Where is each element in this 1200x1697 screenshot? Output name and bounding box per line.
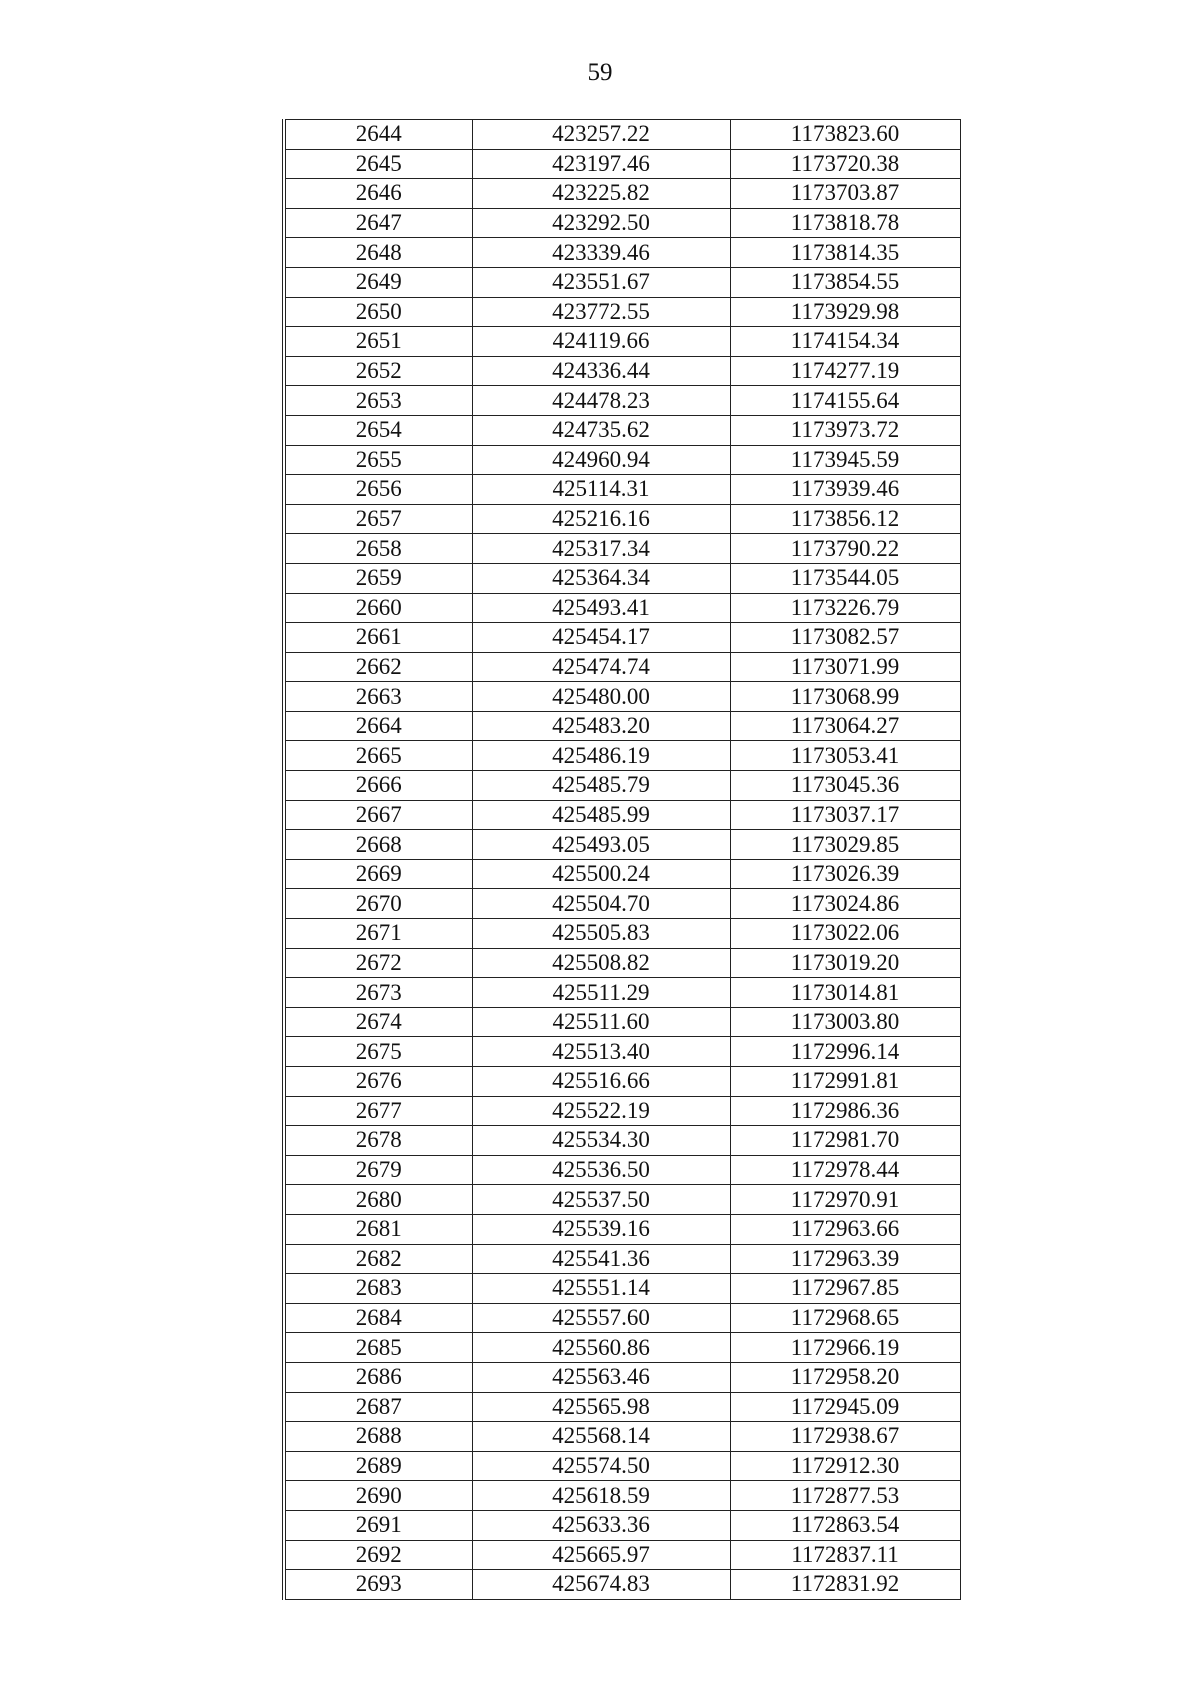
point-number-cell: 2655 bbox=[284, 445, 472, 475]
y-coordinate-cell: 1172981.70 bbox=[730, 1126, 960, 1156]
point-number-cell: 2670 bbox=[284, 889, 472, 919]
x-coordinate-cell: 424478.23 bbox=[472, 386, 730, 416]
point-number-cell: 2689 bbox=[284, 1451, 472, 1481]
y-coordinate-cell: 1173823.60 bbox=[730, 120, 960, 150]
y-coordinate-cell: 1172967.85 bbox=[730, 1274, 960, 1304]
table-row bbox=[284, 1481, 960, 1511]
point-number-cell: 2668 bbox=[284, 830, 472, 860]
y-coordinate-cell: 1173064.27 bbox=[730, 711, 960, 741]
point-number-cell: 2658 bbox=[284, 534, 472, 564]
x-coordinate-cell: 425536.50 bbox=[472, 1155, 730, 1185]
table-row bbox=[284, 1244, 960, 1274]
y-coordinate-cell: 1172986.36 bbox=[730, 1096, 960, 1126]
table-row bbox=[284, 652, 960, 682]
point-number-cell: 2677 bbox=[284, 1096, 472, 1126]
point-number-cell: 2688 bbox=[284, 1422, 472, 1452]
y-coordinate-cell: 1173856.12 bbox=[730, 504, 960, 534]
y-coordinate-cell: 1173053.41 bbox=[730, 741, 960, 771]
table-row bbox=[284, 534, 960, 564]
x-coordinate-cell: 425485.79 bbox=[472, 771, 730, 801]
y-coordinate-cell: 1172968.65 bbox=[730, 1303, 960, 1333]
x-coordinate-cell: 425537.50 bbox=[472, 1185, 730, 1215]
x-coordinate-cell: 424960.94 bbox=[472, 445, 730, 475]
x-coordinate-cell: 425454.17 bbox=[472, 623, 730, 653]
point-number-cell: 2686 bbox=[284, 1362, 472, 1392]
y-coordinate-cell: 1172963.39 bbox=[730, 1244, 960, 1274]
y-coordinate-cell: 1172831.92 bbox=[730, 1570, 960, 1600]
y-coordinate-cell: 1174154.34 bbox=[730, 327, 960, 357]
y-coordinate-cell: 1173818.78 bbox=[730, 208, 960, 238]
y-coordinate-cell: 1173703.87 bbox=[730, 179, 960, 209]
point-number-cell: 2661 bbox=[284, 623, 472, 653]
point-number-cell: 2673 bbox=[284, 978, 472, 1008]
point-number-cell: 2644 bbox=[284, 120, 472, 150]
y-coordinate-cell: 1172912.30 bbox=[730, 1451, 960, 1481]
point-number-cell: 2676 bbox=[284, 1067, 472, 1097]
y-coordinate-cell: 1172863.54 bbox=[730, 1510, 960, 1540]
x-coordinate-cell: 425511.29 bbox=[472, 978, 730, 1008]
y-coordinate-cell: 1173854.55 bbox=[730, 267, 960, 297]
x-coordinate-cell: 425216.16 bbox=[472, 504, 730, 534]
point-number-cell: 2682 bbox=[284, 1244, 472, 1274]
x-coordinate-cell: 425539.16 bbox=[472, 1214, 730, 1244]
x-coordinate-cell: 425534.30 bbox=[472, 1126, 730, 1156]
x-coordinate-cell: 425508.82 bbox=[472, 948, 730, 978]
point-number-cell: 2678 bbox=[284, 1126, 472, 1156]
point-number-cell: 2660 bbox=[284, 593, 472, 623]
y-coordinate-cell: 1173939.46 bbox=[730, 475, 960, 505]
x-coordinate-cell: 425486.19 bbox=[472, 741, 730, 771]
table-row bbox=[284, 1185, 960, 1215]
table-row bbox=[284, 978, 960, 1008]
table-row bbox=[284, 1155, 960, 1185]
x-coordinate-cell: 425513.40 bbox=[472, 1037, 730, 1067]
table-row bbox=[284, 593, 960, 623]
table-row bbox=[284, 859, 960, 889]
table-row bbox=[284, 800, 960, 830]
y-coordinate-cell: 1172966.19 bbox=[730, 1333, 960, 1363]
x-coordinate-cell: 425505.83 bbox=[472, 919, 730, 949]
y-coordinate-cell: 1173026.39 bbox=[730, 859, 960, 889]
point-number-cell: 2657 bbox=[284, 504, 472, 534]
table-row bbox=[284, 830, 960, 860]
coordinates-table bbox=[282, 119, 961, 1600]
point-number-cell: 2652 bbox=[284, 356, 472, 386]
coordinates-table-body bbox=[284, 120, 960, 1600]
point-number-cell: 2667 bbox=[284, 800, 472, 830]
point-number-cell: 2692 bbox=[284, 1540, 472, 1570]
x-coordinate-cell: 423225.82 bbox=[472, 179, 730, 209]
x-coordinate-cell: 425565.98 bbox=[472, 1392, 730, 1422]
x-coordinate-cell: 425618.59 bbox=[472, 1481, 730, 1511]
table-row bbox=[284, 297, 960, 327]
table-row bbox=[284, 711, 960, 741]
table-row bbox=[284, 948, 960, 978]
table-row bbox=[284, 1126, 960, 1156]
y-coordinate-cell: 1172991.81 bbox=[730, 1067, 960, 1097]
y-coordinate-cell: 1173973.72 bbox=[730, 415, 960, 445]
point-number-cell: 2671 bbox=[284, 919, 472, 949]
table-row bbox=[284, 327, 960, 357]
x-coordinate-cell: 423772.55 bbox=[472, 297, 730, 327]
y-coordinate-cell: 1172958.20 bbox=[730, 1362, 960, 1392]
table-row bbox=[284, 1096, 960, 1126]
y-coordinate-cell: 1173945.59 bbox=[730, 445, 960, 475]
x-coordinate-cell: 425500.24 bbox=[472, 859, 730, 889]
table-row bbox=[284, 356, 960, 386]
x-coordinate-cell: 423197.46 bbox=[472, 149, 730, 179]
table-row bbox=[284, 1422, 960, 1452]
table-row bbox=[284, 504, 960, 534]
y-coordinate-cell: 1173045.36 bbox=[730, 771, 960, 801]
point-number-cell: 2691 bbox=[284, 1510, 472, 1540]
y-coordinate-cell: 1172837.11 bbox=[730, 1540, 960, 1570]
x-coordinate-cell: 425483.20 bbox=[472, 711, 730, 741]
table-row bbox=[284, 1392, 960, 1422]
table-row bbox=[284, 563, 960, 593]
x-coordinate-cell: 425551.14 bbox=[472, 1274, 730, 1304]
table-row bbox=[284, 889, 960, 919]
point-number-cell: 2654 bbox=[284, 415, 472, 445]
y-coordinate-cell: 1173544.05 bbox=[730, 563, 960, 593]
y-coordinate-cell: 1172970.91 bbox=[730, 1185, 960, 1215]
point-number-cell: 2672 bbox=[284, 948, 472, 978]
x-coordinate-cell: 424735.62 bbox=[472, 415, 730, 445]
x-coordinate-cell: 425674.83 bbox=[472, 1570, 730, 1600]
x-coordinate-cell: 425493.05 bbox=[472, 830, 730, 860]
point-number-cell: 2651 bbox=[284, 327, 472, 357]
y-coordinate-cell: 1172877.53 bbox=[730, 1481, 960, 1511]
y-coordinate-cell: 1172996.14 bbox=[730, 1037, 960, 1067]
y-coordinate-cell: 1173071.99 bbox=[730, 652, 960, 682]
table-row bbox=[284, 445, 960, 475]
table-row bbox=[284, 1007, 960, 1037]
point-number-cell: 2649 bbox=[284, 267, 472, 297]
x-coordinate-cell: 425522.19 bbox=[472, 1096, 730, 1126]
x-coordinate-cell: 425633.36 bbox=[472, 1510, 730, 1540]
x-coordinate-cell: 425541.36 bbox=[472, 1244, 730, 1274]
table-row bbox=[284, 149, 960, 179]
x-coordinate-cell: 423257.22 bbox=[472, 120, 730, 150]
x-coordinate-cell: 425568.14 bbox=[472, 1422, 730, 1452]
table-row bbox=[284, 623, 960, 653]
y-coordinate-cell: 1173790.22 bbox=[730, 534, 960, 564]
point-number-cell: 2647 bbox=[284, 208, 472, 238]
point-number-cell: 2645 bbox=[284, 149, 472, 179]
table-row bbox=[284, 475, 960, 505]
point-number-cell: 2653 bbox=[284, 386, 472, 416]
point-number-cell: 2648 bbox=[284, 238, 472, 268]
point-number-cell: 2679 bbox=[284, 1155, 472, 1185]
point-number-cell: 2659 bbox=[284, 563, 472, 593]
x-coordinate-cell: 425504.70 bbox=[472, 889, 730, 919]
table-row bbox=[284, 741, 960, 771]
point-number-cell: 2684 bbox=[284, 1303, 472, 1333]
x-coordinate-cell: 425665.97 bbox=[472, 1540, 730, 1570]
table-row bbox=[284, 1303, 960, 1333]
point-number-cell: 2675 bbox=[284, 1037, 472, 1067]
point-number-cell: 2687 bbox=[284, 1392, 472, 1422]
table-row bbox=[284, 179, 960, 209]
y-coordinate-cell: 1173814.35 bbox=[730, 238, 960, 268]
y-coordinate-cell: 1173226.79 bbox=[730, 593, 960, 623]
point-number-cell: 2685 bbox=[284, 1333, 472, 1363]
table-row bbox=[284, 1067, 960, 1097]
y-coordinate-cell: 1174277.19 bbox=[730, 356, 960, 386]
x-coordinate-cell: 423292.50 bbox=[472, 208, 730, 238]
table-row bbox=[284, 208, 960, 238]
y-coordinate-cell: 1173929.98 bbox=[730, 297, 960, 327]
y-coordinate-cell: 1173082.57 bbox=[730, 623, 960, 653]
table-row bbox=[284, 1510, 960, 1540]
point-number-cell: 2693 bbox=[284, 1570, 472, 1600]
table-row bbox=[284, 415, 960, 445]
x-coordinate-cell: 425480.00 bbox=[472, 682, 730, 712]
y-coordinate-cell: 1172938.67 bbox=[730, 1422, 960, 1452]
y-coordinate-cell: 1173068.99 bbox=[730, 682, 960, 712]
point-number-cell: 2674 bbox=[284, 1007, 472, 1037]
table-row bbox=[284, 1451, 960, 1481]
table-row bbox=[284, 238, 960, 268]
x-coordinate-cell: 425317.34 bbox=[472, 534, 730, 564]
y-coordinate-cell: 1173014.81 bbox=[730, 978, 960, 1008]
x-coordinate-cell: 425516.66 bbox=[472, 1067, 730, 1097]
table-row bbox=[284, 1540, 960, 1570]
point-number-cell: 2690 bbox=[284, 1481, 472, 1511]
x-coordinate-cell: 425114.31 bbox=[472, 475, 730, 505]
point-number-cell: 2664 bbox=[284, 711, 472, 741]
table-row bbox=[284, 919, 960, 949]
table-row bbox=[284, 1333, 960, 1363]
y-coordinate-cell: 1173029.85 bbox=[730, 830, 960, 860]
point-number-cell: 2681 bbox=[284, 1214, 472, 1244]
point-number-cell: 2663 bbox=[284, 682, 472, 712]
y-coordinate-cell: 1173019.20 bbox=[730, 948, 960, 978]
point-number-cell: 2656 bbox=[284, 475, 472, 505]
table-row bbox=[284, 771, 960, 801]
x-coordinate-cell: 425560.86 bbox=[472, 1333, 730, 1363]
point-number-cell: 2680 bbox=[284, 1185, 472, 1215]
x-coordinate-cell: 423551.67 bbox=[472, 267, 730, 297]
x-coordinate-cell: 425493.41 bbox=[472, 593, 730, 623]
y-coordinate-cell: 1172945.09 bbox=[730, 1392, 960, 1422]
table-row bbox=[284, 1037, 960, 1067]
x-coordinate-cell: 425563.46 bbox=[472, 1362, 730, 1392]
point-number-cell: 2683 bbox=[284, 1274, 472, 1304]
x-coordinate-cell: 425574.50 bbox=[472, 1451, 730, 1481]
y-coordinate-cell: 1172978.44 bbox=[730, 1155, 960, 1185]
table-row bbox=[284, 682, 960, 712]
table-row bbox=[284, 1214, 960, 1244]
table-row bbox=[284, 386, 960, 416]
y-coordinate-cell: 1173003.80 bbox=[730, 1007, 960, 1037]
y-coordinate-cell: 1172963.66 bbox=[730, 1214, 960, 1244]
y-coordinate-cell: 1173720.38 bbox=[730, 149, 960, 179]
point-number-cell: 2666 bbox=[284, 771, 472, 801]
page-number: 59 bbox=[587, 59, 613, 86]
y-coordinate-cell: 1173037.17 bbox=[730, 800, 960, 830]
x-coordinate-cell: 423339.46 bbox=[472, 238, 730, 268]
table-row bbox=[284, 120, 960, 150]
table-row bbox=[284, 1274, 960, 1304]
x-coordinate-cell: 425364.34 bbox=[472, 563, 730, 593]
x-coordinate-cell: 425557.60 bbox=[472, 1303, 730, 1333]
table-row bbox=[284, 267, 960, 297]
point-number-cell: 2650 bbox=[284, 297, 472, 327]
x-coordinate-cell: 424336.44 bbox=[472, 356, 730, 386]
point-number-cell: 2662 bbox=[284, 652, 472, 682]
y-coordinate-cell: 1174155.64 bbox=[730, 386, 960, 416]
y-coordinate-cell: 1173022.06 bbox=[730, 919, 960, 949]
x-coordinate-cell: 425485.99 bbox=[472, 800, 730, 830]
point-number-cell: 2669 bbox=[284, 859, 472, 889]
point-number-cell: 2646 bbox=[284, 179, 472, 209]
point-number-cell: 2665 bbox=[284, 741, 472, 771]
table-row bbox=[284, 1570, 960, 1600]
y-coordinate-cell: 1173024.86 bbox=[730, 889, 960, 919]
x-coordinate-cell: 425474.74 bbox=[472, 652, 730, 682]
x-coordinate-cell: 424119.66 bbox=[472, 327, 730, 357]
x-coordinate-cell: 425511.60 bbox=[472, 1007, 730, 1037]
table-row bbox=[284, 1362, 960, 1392]
